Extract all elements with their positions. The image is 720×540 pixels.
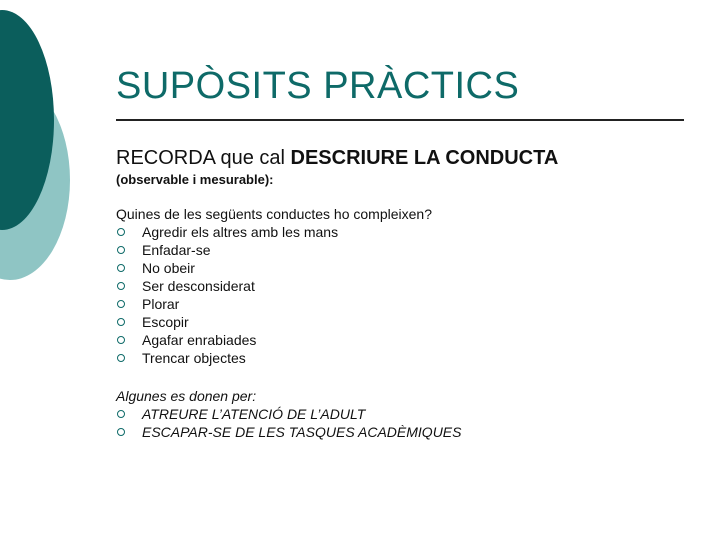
list-item-text: Ser desconsiderat (142, 278, 255, 294)
hollow-circle-bullet-icon (116, 300, 142, 308)
list-item (116, 313, 432, 331)
functions-list (116, 387, 461, 441)
hollow-circle-bullet-icon (116, 264, 142, 272)
hollow-circle-bullet-icon (116, 428, 142, 436)
list-item-text: ATREURE L’ATENCIÓ DE L’ADULT (142, 406, 366, 422)
observable-note: (observable i mesurable): (116, 172, 274, 187)
list-item (116, 259, 432, 277)
list-item-text: ESCAPAR-SE DE LES TASQUES ACADÈMIQUES (142, 424, 462, 440)
list-item (116, 277, 432, 295)
list-item-text: Escopir (142, 314, 189, 330)
list-item-text: Agafar enrabiades (142, 332, 257, 348)
list-item-text: Enfadar-se (142, 242, 211, 258)
list-item (116, 349, 432, 367)
list-item (116, 223, 432, 241)
list-item (116, 405, 461, 423)
list-item (116, 241, 432, 259)
recorda-bold: DESCRIURE LA CONDUCTA (290, 147, 559, 169)
hollow-circle-bullet-icon (116, 318, 142, 326)
behaviours-heading: Quines de les següents conductes ho compleixen? (116, 206, 432, 222)
list-item-text: Plorar (142, 296, 180, 312)
hollow-circle-bullet-icon (116, 336, 142, 344)
slide-title: SUPÒSITS PRÀCTICS (116, 65, 520, 107)
list-item-text: Trencar objectes (142, 350, 246, 366)
list-item (116, 295, 432, 313)
hollow-circle-bullet-icon (116, 354, 142, 362)
functions-heading: Algunes es donen per: (116, 388, 257, 404)
recorda-line (116, 145, 558, 171)
decorative-corner-shapes (0, 0, 110, 300)
hollow-circle-bullet-icon (116, 246, 142, 254)
behaviours-list (116, 205, 432, 367)
recorda-prefix: RECORDA que cal (116, 147, 291, 169)
hollow-circle-bullet-icon (116, 282, 142, 290)
title-divider (116, 119, 684, 121)
list-item (116, 331, 432, 349)
list-item-text: Agredir els altres amb les mans (142, 224, 339, 240)
hollow-circle-bullet-icon (116, 228, 142, 236)
list-item-text: No obeir (142, 260, 195, 276)
list-item (116, 423, 461, 441)
hollow-circle-bullet-icon (116, 410, 142, 418)
